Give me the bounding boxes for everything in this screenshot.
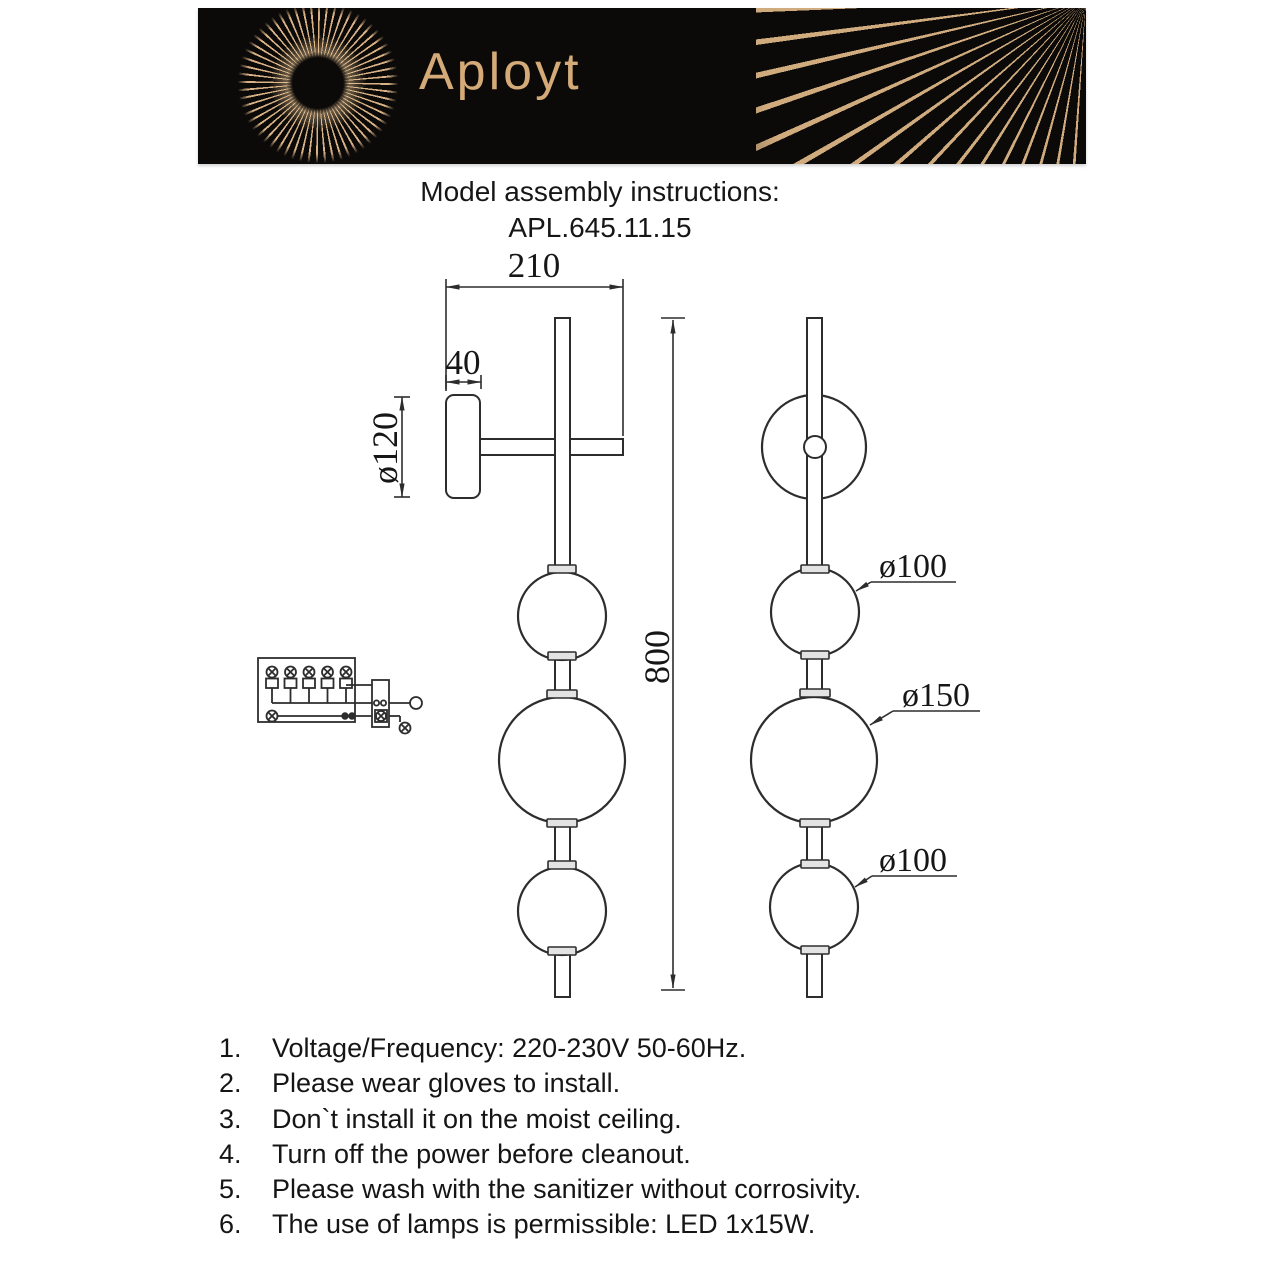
dim-40-label: 40: [445, 343, 481, 382]
sphere-small-bottom-side: [518, 867, 606, 955]
instruction-number: 1.: [219, 1033, 242, 1063]
output-terminal: [410, 697, 422, 709]
dim-sphere-top-label: ø100: [879, 548, 947, 585]
instruction-list: [219, 1031, 1079, 1243]
brand-name: Aployt: [419, 43, 582, 101]
instruction-number: 4.: [219, 1138, 242, 1169]
dim-120-label: ø120: [365, 412, 405, 484]
dim-800-label: 800: [637, 630, 677, 684]
sphere-small-bottom-front: [770, 863, 858, 951]
instruction-item: [219, 1207, 1079, 1242]
sphere-large-side: [499, 697, 625, 823]
sphere-large-front: [751, 697, 877, 823]
instruction-text: Voltage/Frequency: 220-230V 50-60Hz.: [272, 1033, 747, 1063]
model-number: APL.645.11.15: [508, 212, 692, 243]
instruction-number: 5.: [219, 1174, 242, 1205]
mount-arm: [480, 439, 623, 455]
instruction-number: 6.: [219, 1209, 242, 1240]
pivot-circle: [804, 436, 826, 458]
dim-sphere-bottom-label: ø100: [879, 842, 947, 879]
wall-plate-side: [446, 395, 480, 498]
sphere-small-top-front: [771, 568, 859, 656]
instruction-item: [219, 1172, 1079, 1207]
instruction-item: [219, 1066, 1079, 1101]
dim-sphere-large-label: ø150: [902, 677, 970, 714]
front-view: [751, 318, 980, 997]
instruction-item: [219, 1031, 1079, 1066]
sphere-small-top-side: [518, 572, 606, 660]
wiring-diagram: [258, 658, 422, 734]
instruction-text: Please wear gloves to install.: [272, 1068, 621, 1099]
driver-block: [372, 680, 389, 727]
instruction-number: 2.: [219, 1068, 242, 1099]
instruction-item: [219, 1102, 1079, 1137]
dim-210-label: 210: [507, 246, 561, 285]
instruction-number: 3.: [219, 1103, 242, 1134]
page-title: Model assembly instructions:: [420, 176, 780, 207]
instruction-text: Please wash with the sanitizer without corrosivity.: [272, 1174, 862, 1205]
instruction-text: Turn off the power before cleanout.: [272, 1138, 691, 1169]
instruction-text: The use of lamps is permissible: LED 1x15W.: [272, 1209, 816, 1240]
instruction-text: Don`t install it on the moist ceiling.: [272, 1103, 682, 1134]
instruction-item: [219, 1137, 1079, 1172]
